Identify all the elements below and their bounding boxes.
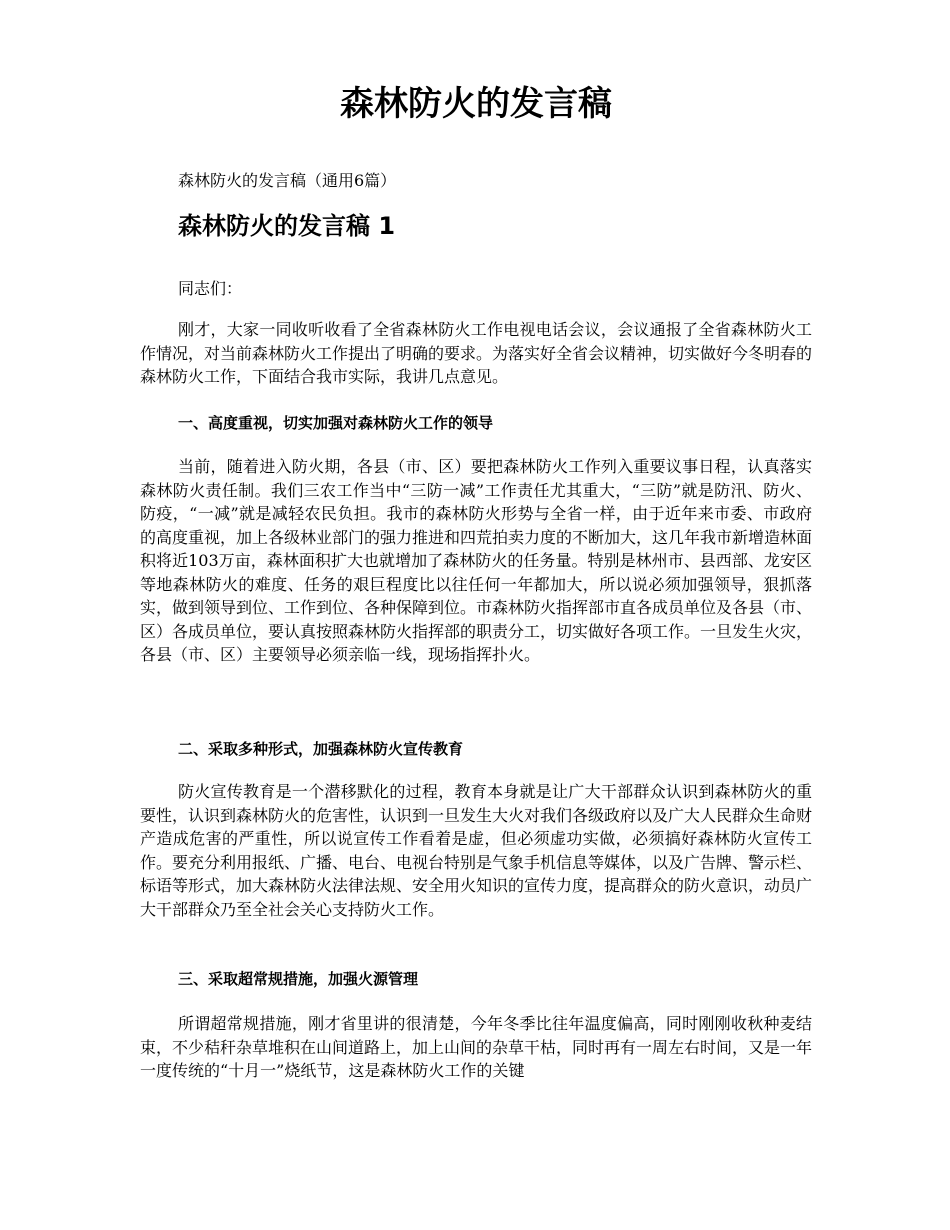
document-title: 森林防火的发言稿 [340,84,612,124]
heading-2: 二、采取多种形式，加强森林防火宣传教育 [178,740,464,758]
section-title: 森林防火的发言稿 1 [178,212,396,240]
greeting: 同志们： [178,279,243,298]
intro-paragraph: 刚才，大家一同收听收看了全省森林防火工作电视电话会议，会议通报了全省森林防火工作情况，对当前森林防火工作提出了明确的要求。为落实好全省会议精神，切实做好今冬明春的森林防火工作，下面结合我市实际，我讲几点意见。 [140,320,813,386]
paragraph-1: 当前，随着进入防火期，各县（市、区）要把森林防火工作列入重要议事日程，认真落实森林防火责任制。我们三农工作当中“三防一减”工作责任尤其重大，“三防”就是防汛、防火、防疫，“一减”就是减轻农民负担。我市的森林防火形势与全省一样，由于近年来市委、市政府的高度重视，加上各级林业部门的强力推进和四荒拍卖力度的不断加大，这几年我市新增造林面积将近103万亩，森林面积扩大也就增加了森林防火的任务量。特别是林州市、县西部、龙安区等地森林防火的难度、任务的艰巨程度比以往任何一年都加大，所以说必须加强领导，狠抓落实，做到领导到位、工作到位、各种保障到位。市森林防火指挥部市直各成员单位及各县（市、区）各成员单位，要认真按照森林防火指挥部的职责分工，切实做好各项工作。一旦发生火灾，各县（市、区）主要领导必须亲临一线，现场指挥扑火。 [140,457,813,664]
paragraph-2: 防火宣传教育是一个潜移默化的过程，教育本身就是让广大干部群众认识到森林防火的重要性，认识到森林防火的危害性，认识到一旦发生大火对我们各级政府以及广大人民群众生命财产造成危害的严重性，所以说宣传工作看着是虚，但必须虚功实做，必须搞好森林防火宣传工作。要充分利用报纸、广播、电台、电视台特别是气象手机信息等媒体，以及广告牌、警示栏、标语等形式，加大森林防火法律法规、安全用火知识的宣传力度，提高群众的防火意识，动员广大干部群众乃至全社会关心支持防火工作。 [140,782,813,919]
heading-3: 三、采取超常规措施，加强火源管理 [178,970,419,988]
document-subtitle: 森林防火的发言稿（通用6篇） [178,171,397,190]
paragraph-3-clip [140,1012,812,1084]
heading-1: 一、高度重视，切实加强对森林防火工作的领导 [178,414,494,432]
paragraph-3: 所谓超常规措施，刚才省里讲的很清楚，今年冬季比往年温度偏高，同时刚刚收秋种麦结束，不少秸秆杂草堆积在山间道路上，加上山间的杂草干枯，同时再有一周左右时间，又是一年一度传统的“十月一”烧纸节，这是森林防火工作的关键 [140,1014,812,1080]
